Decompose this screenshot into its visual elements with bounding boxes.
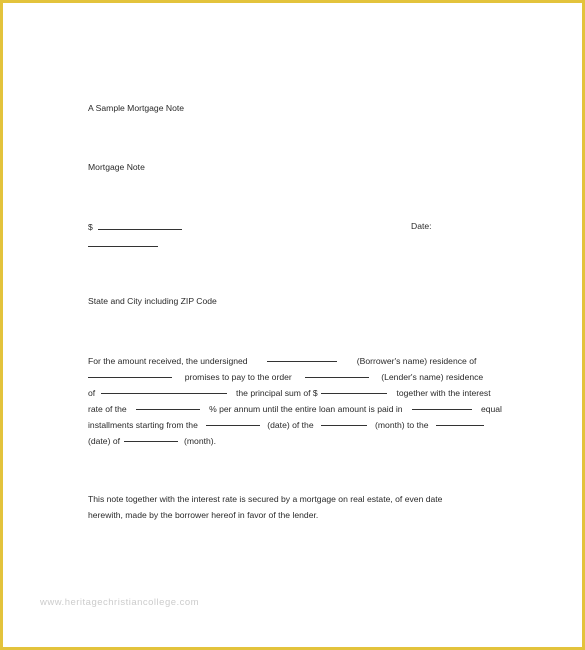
- date-blank: [88, 238, 158, 247]
- end-date-blank: [436, 417, 484, 426]
- body-row: of the principal sum of $ together with the interest: [88, 385, 502, 401]
- body-row: promises to pay to the order (Lender's name) residence: [88, 369, 502, 385]
- watermark: www.heritagechristiancollege.com: [40, 597, 200, 608]
- body-row: rate of the % per annum until the entire loan amount is paid in equal: [88, 401, 502, 417]
- body-row: For the amount received, the undersigned (Borrower's name) residence of: [88, 353, 502, 369]
- lender-residence-blank: [101, 385, 227, 394]
- location-label: State and City including ZIP Code: [88, 296, 217, 306]
- note-body-paragraph: [88, 353, 502, 450]
- dollar-sign: $: [88, 222, 93, 232]
- lender-name-blank: [305, 369, 369, 378]
- closing-line-2: herewith, made by the borrower hereof in favor of the lender.: [88, 510, 319, 520]
- start-month-blank: [321, 417, 367, 426]
- start-date-blank: [206, 417, 260, 426]
- document-heading: A Sample Mortgage Note: [88, 103, 185, 113]
- installments-count-blank: [412, 401, 472, 410]
- date-label: Date:: [411, 221, 432, 231]
- end-month-blank: [124, 433, 178, 442]
- principal-sum-blank: [321, 385, 387, 394]
- body-row: installments starting from the (date) of the (month) to the: [88, 417, 502, 433]
- borrower-name-blank: [267, 353, 337, 362]
- interest-rate-blank: [136, 401, 200, 410]
- borrower-residence-blank: [88, 369, 172, 378]
- document-title: Mortgage Note: [88, 162, 145, 172]
- body-row: (date) of (month).: [88, 433, 502, 449]
- amount-line: [88, 221, 182, 233]
- closing-line-1: This note together with the interest rate is secured by a mortgage on real estate, of even date: [88, 494, 443, 504]
- date-line: [88, 238, 158, 250]
- amount-blank: [98, 221, 182, 230]
